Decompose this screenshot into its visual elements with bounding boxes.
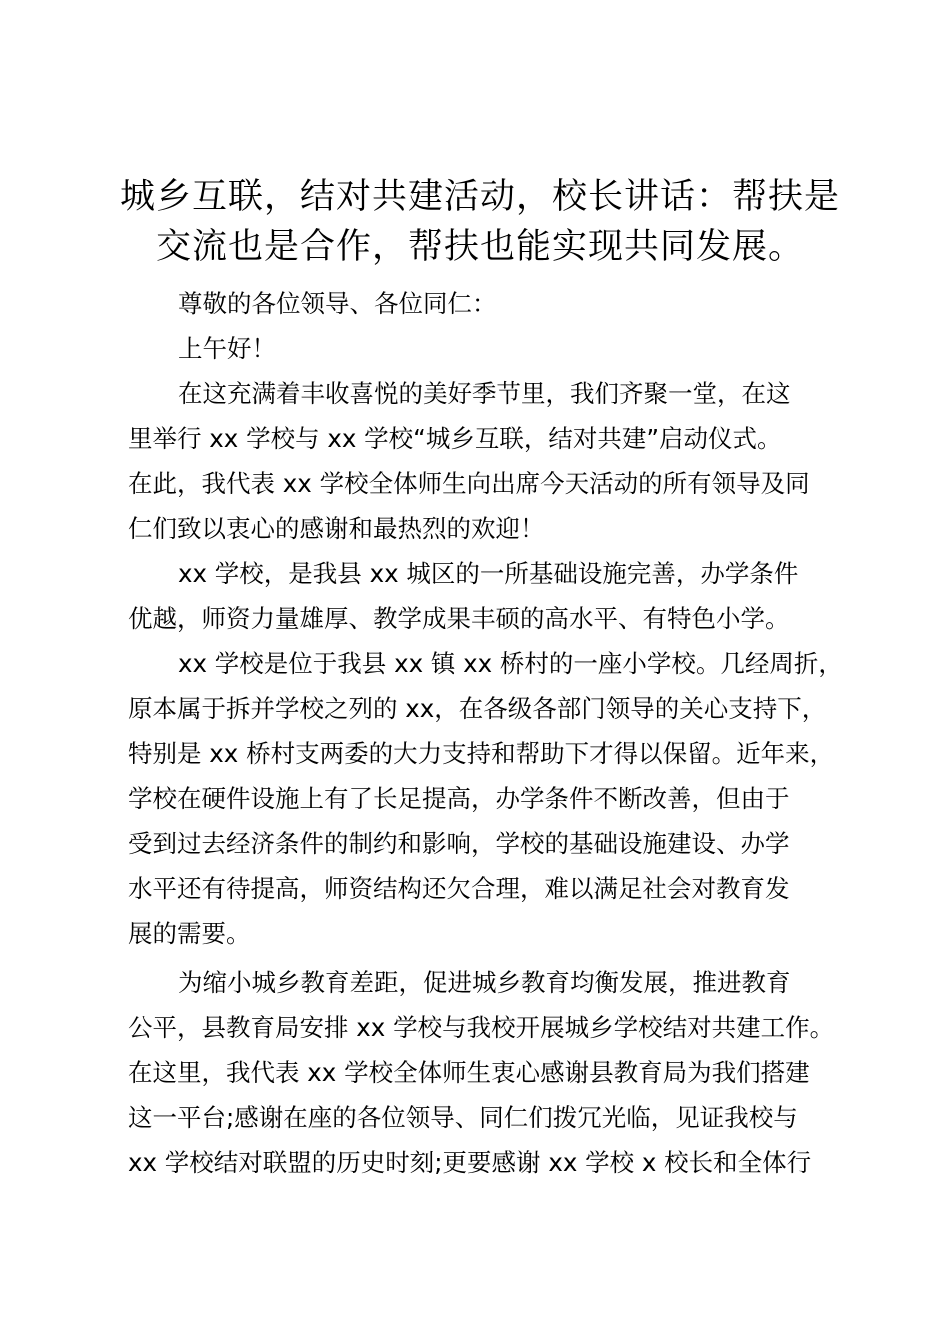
paragraph-line: 公平，县教育局安排 xx 学校与我校开展城乡学校结对共建工作。	[128, 1013, 835, 1042]
salutation	[128, 281, 858, 326]
greeting	[128, 326, 858, 371]
paragraph-line: 在这里，我代表 xx 学校全体师生衷心感谢县教育局为我们搭建	[128, 1058, 810, 1087]
paragraph-line: xx 学校，是我县 xx 城区的一所基础设施完善，办学条件	[178, 559, 799, 588]
paragraph-line: 水平还有待提高，师资结构还欠合理，难以满足社会对教育发	[128, 874, 790, 903]
paragraph-2	[128, 551, 858, 641]
paragraph-line: 这一平台;感谢在座的各位领导、同仁们拨冗光临，见证我校与	[128, 1103, 798, 1132]
paragraph-4	[128, 960, 858, 1185]
title-line: 城乡互联，结对共建活动，校长讲话：帮扶是	[119, 177, 840, 217]
paragraph-line: 学校在硬件设施上有了长足提高，办学条件不断改善，但由于	[128, 784, 790, 813]
paragraph-line: 优越，师资力量雄厚、教学成果丰硕的高水平、有特色小学。	[128, 604, 790, 633]
paragraph-line: 仁们致以衷心的感谢和最热烈的欢迎！	[128, 514, 545, 543]
paragraph-3	[128, 641, 858, 956]
paragraph-line: 在这充满着丰收喜悦的美好季节里，我们齐聚一堂，在这	[178, 379, 791, 408]
paragraph-line: xx 学校结对联盟的历史时刻;更要感谢 xx 学校 x 校长和全体行	[128, 1148, 812, 1177]
paragraph-line: 在此，我代表 xx 学校全体师生向出席今天活动的所有领导及同	[128, 469, 810, 498]
paragraph-1	[128, 371, 858, 551]
paragraph-line: 里举行 xx 学校与 xx 学校“城乡互联，结对共建”启动仪式。	[128, 424, 782, 453]
paragraph-line: 为缩小城乡教育差距，促进城乡教育均衡发展，推进教育	[178, 968, 791, 997]
paragraph-line: 原本属于拆并学校之列的 xx，在各级各部门领导的关心支持下，	[128, 694, 827, 723]
title-line: 交流也是合作，帮扶也能实现共同发展。	[155, 227, 804, 267]
paragraph-line: 展的需要。	[128, 919, 251, 948]
document-title	[110, 172, 850, 272]
paragraph-line: xx 学校是位于我县 xx 镇 xx 桥村的一座小学校。几经周折，	[178, 649, 843, 678]
greeting-line: 上午好！	[178, 334, 276, 363]
salutation-line: 尊敬的各位领导、各位同仁：	[178, 289, 497, 318]
document-body	[128, 281, 858, 1185]
paragraph-line: 受到过去经济条件的制约和影响，学校的基础设施建设、办学	[128, 829, 790, 858]
paragraph-line: 特别是 xx 桥村支两委的大力支持和帮助下才得以保留。近年来，	[128, 739, 835, 768]
